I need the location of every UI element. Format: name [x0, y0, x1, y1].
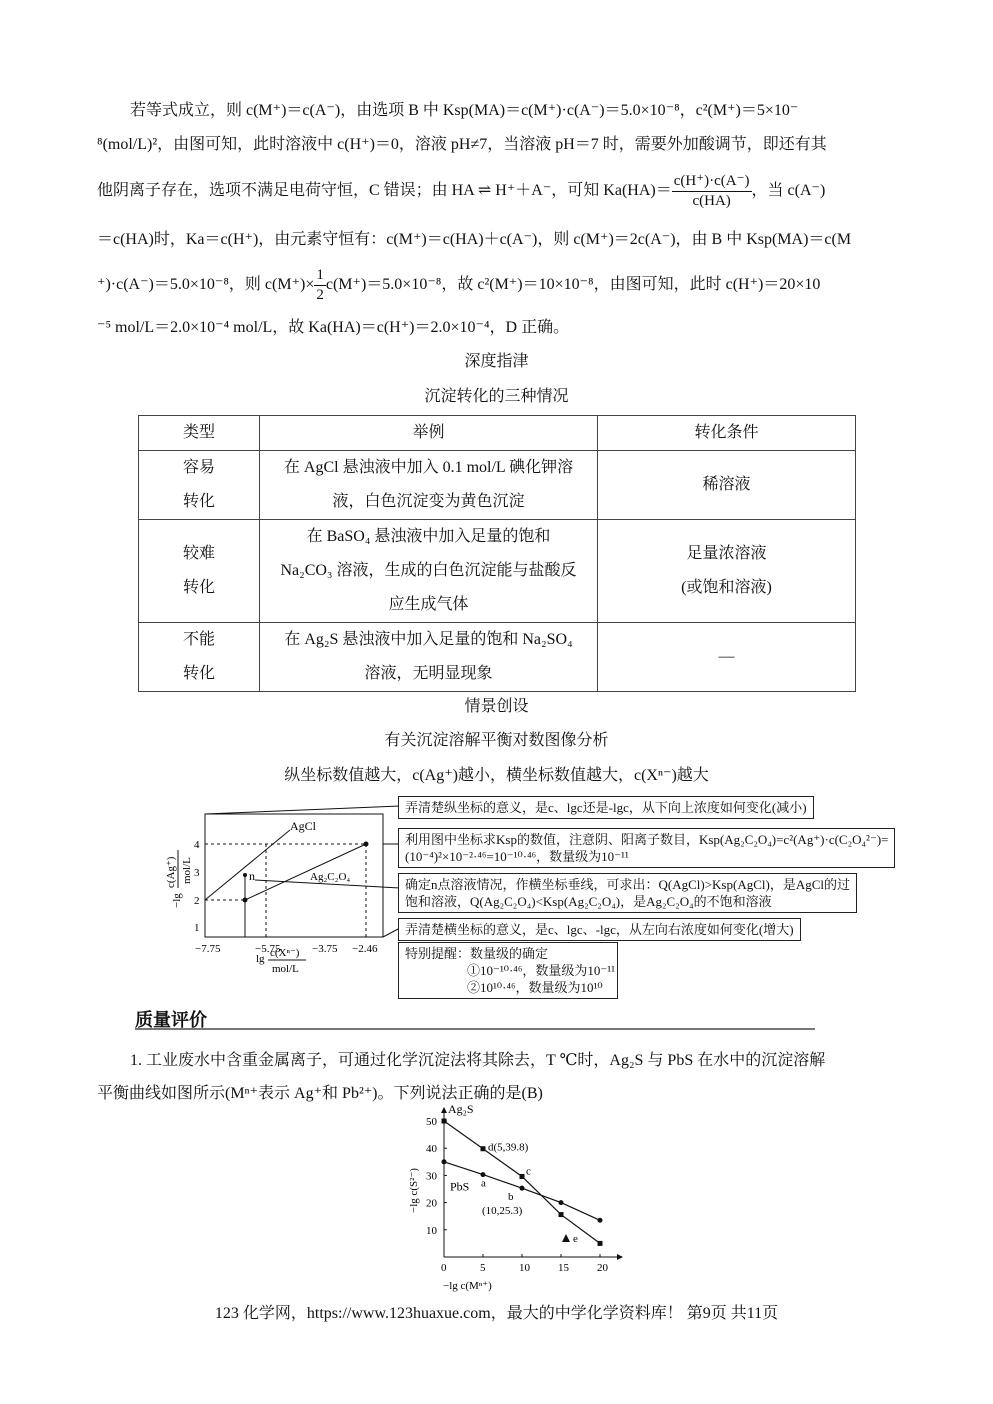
ka-fraction	[672, 172, 752, 211]
table-header-row	[139, 416, 856, 451]
table-cell-example	[260, 520, 598, 623]
data-point	[243, 898, 248, 903]
x-label-top: c(Xⁿ⁻)	[270, 947, 300, 959]
section-note: 纵坐标数值越大，c(Ag⁺)越小，横坐标数值越大，c(Xⁿ⁻)越大	[284, 767, 709, 784]
note-line: 饱和溶液，Q(Ag₂C₂O₄)<Ksp(Ag₂C₂O₄)，是Ag₂C₂O₄的不饱和溶液	[405, 894, 772, 909]
question1-line-1: 1. 工业废水中含重金属离子，可通过化学沉淀法将其除去，T ℃时，Ag₂S 与 PbS 在水中的沉淀溶解	[130, 1052, 826, 1069]
x-label-bottom: mol/L	[272, 963, 299, 975]
series-point-ag2s	[520, 1174, 525, 1179]
ag2c2o4-label: Ag₂C₂O₄	[310, 871, 351, 883]
section-title-guidance: 深度指津	[464, 353, 529, 370]
x-tick: −2.46	[352, 943, 378, 955]
y-tick: 1	[194, 922, 200, 934]
note-box-ksp	[398, 828, 895, 868]
cell-line: 足量浓溶液	[686, 545, 767, 562]
y-tick-label: 40	[426, 1143, 437, 1156]
x-tick-label: 0	[441, 1262, 447, 1274]
cell-line: 溶液，无明显现象	[364, 665, 493, 682]
point-n	[243, 873, 247, 877]
note-line: 确定n点溶液情况，作横坐标垂线，可求出：Q(AgCl)>Ksp(AgCl)，是AgCl的过	[405, 877, 850, 892]
note-box-point-n	[398, 873, 857, 913]
quality-evaluation-header: 质量评价	[135, 1010, 207, 1031]
n-label: n	[249, 869, 255, 883]
table-header: 举例	[260, 416, 598, 451]
table-row	[139, 520, 856, 623]
series-point-pbs	[598, 1218, 603, 1223]
paragraph-line-5-text: ⁺)·c(A⁻)＝5.0×10⁻⁸，则 c(M⁺)×	[97, 276, 315, 294]
y-tick-label: 20	[426, 1197, 437, 1210]
header-rule	[135, 1028, 815, 1030]
y-tick-label: 30	[426, 1170, 437, 1183]
chart-labels	[448, 1105, 578, 1245]
half-fraction-denominator: 2	[316, 287, 324, 303]
table-cell-type	[139, 623, 260, 692]
connector-line	[205, 806, 400, 814]
table-title: 沉淀转化的三种情况	[424, 388, 569, 405]
series-point-ag2s	[598, 1241, 603, 1246]
series-point-pbs	[481, 1172, 486, 1177]
note-box-reminder	[398, 942, 618, 999]
table-cell-condition	[598, 520, 856, 623]
half-fraction-tail: c(M⁺)＝5.0×10⁻⁸，故 c²(M⁺)＝10×10⁻⁸，由图可知，此时 c(H⁺)＝20×10	[325, 276, 821, 294]
ka-fraction-denominator: c(HA)	[692, 193, 731, 209]
x-axis-label: −lg c(Mⁿ⁺)	[443, 1280, 492, 1292]
cell-line: 在 AgCl 悬浊液中加入 0.1 mol/L 碘化钾溶	[283, 459, 574, 476]
chart-ticks	[426, 1116, 609, 1274]
x-tick-label: 20	[597, 1262, 608, 1274]
series-name-pbs: PbS	[450, 1179, 470, 1194]
series-point-ag2s	[442, 1119, 447, 1124]
precipitation-conversion-table	[138, 415, 856, 692]
cell-line: 在 Ag₂S 悬浊液中加入足量的饱和 Na₂SO₄	[284, 631, 573, 648]
table-header: 类型	[139, 416, 260, 451]
paragraph-line-2: ⁸(mol/L)²，由图可知，此时溶液中 c(H⁺)＝0，溶液 pH≠7，当溶液 pH＝7 时，需要外加酸调节，即还有其	[97, 136, 827, 153]
cell-line: Na₂CO₃ 溶液，生成的白色沉淀能与盐酸反	[280, 562, 577, 579]
cell-line: 稀溶液	[702, 476, 751, 493]
cell-line: (或饱和溶液)	[681, 579, 772, 596]
section-title-scenario: 情景创设	[464, 698, 529, 715]
cell-line: —	[718, 648, 735, 665]
x-tick: −3.75	[312, 943, 338, 955]
table-cell-condition	[598, 623, 856, 692]
series-point-pbs	[442, 1159, 447, 1164]
point-label: b	[508, 1191, 514, 1204]
cell-line: 转化	[182, 579, 215, 596]
x-tick-label: 5	[480, 1262, 486, 1274]
y-label-top: c(Ag⁺)	[165, 856, 177, 888]
x-tick: −7.75	[195, 943, 221, 955]
table-row	[139, 623, 856, 692]
cell-line: 较难	[182, 545, 215, 562]
cell-line: 转化	[182, 493, 215, 510]
half-fraction-numerator: 1	[314, 266, 326, 286]
cell-line: 转化	[182, 665, 215, 682]
table-cell-example	[260, 623, 598, 692]
paragraph-line-6: ⁻⁵ mol/L＝2.0×10⁻⁴ mol/L，故 Ka(HA)＝c(H⁺)＝2.0×10⁻⁴，D 正确。	[97, 319, 570, 336]
section-subtitle: 有关沉淀溶解平衡对数图像分析	[384, 732, 609, 749]
table-header: 转化条件	[598, 416, 856, 451]
table-cell-condition	[598, 451, 856, 520]
point-label: c	[526, 1165, 531, 1178]
x-tick: −5.75	[255, 943, 281, 955]
note-line: ②10¹⁰·⁴⁶，数量级为10¹⁰	[467, 980, 603, 995]
note-line: 利用图中坐标求Ksp的数值，注意阴、阳离子数目，Ksp(Ag₂C₂O₄)=c²(Ag⁺)·c(C₂O₄²⁻)=	[405, 832, 889, 847]
y-tick: 2	[194, 895, 200, 907]
x-label-prefix: lg	[256, 953, 265, 965]
paragraph-line-1: 若等式成立，则 c(M⁺)＝c(A⁻)，由选项 B 中 Ksp(MA)＝c(M⁺)·c(A⁻)＝5.0×10⁻⁸，c²(M⁺)＝5×10⁻	[130, 102, 799, 119]
paragraph-line-4: ＝c(HA)时，Ka＝c(H⁺)，由元素守恒有：c(M⁺)＝c(HA)＋c(A⁻)，则 c(M⁺)＝2c(A⁻)，由 B 中 Ksp(MA)＝c(M	[97, 231, 852, 248]
x-axis-arrow	[617, 1254, 623, 1260]
ag2s-pbs-chart	[395, 1105, 635, 1295]
y-axis-label: −lg c(S²⁻)	[408, 1168, 420, 1213]
y-label-bottom: mol/L	[181, 857, 193, 884]
y-axis-arrow	[441, 1107, 447, 1113]
point-e-marker	[562, 1234, 570, 1242]
point-label: a	[481, 1177, 486, 1190]
data-point	[364, 842, 369, 847]
cell-line: 在 BaSO₄ 悬浊液中加入足量的饱和	[306, 528, 551, 545]
paragraph-line-3	[97, 172, 825, 211]
y-tick: 4	[194, 839, 200, 851]
paragraph-line-3-text: 他阴离子存在，选项不满足电荷守恒，C 错误；由 HA ⇌ H⁺＋A⁻，可知 Ka(HA)＝	[97, 182, 672, 200]
table-cell-type	[139, 520, 260, 623]
table-row	[139, 451, 856, 520]
agcl-label: AgCl	[290, 819, 317, 833]
x-tick-label: 15	[558, 1262, 569, 1274]
ka-fraction-numerator: c(H⁺)·c(A⁻)	[672, 172, 752, 192]
half-fraction	[314, 266, 326, 305]
table-cell-type	[139, 451, 260, 520]
note-line: (10⁻⁴)²×10⁻²·⁴⁶=10⁻¹⁰·⁴⁶，数量级为10⁻¹¹	[405, 849, 629, 864]
y-tick-label: 10	[426, 1224, 437, 1237]
series-point-pbs	[520, 1186, 525, 1191]
note-line: ①10⁻¹⁰·⁴⁶，数量级为10⁻¹¹	[467, 963, 616, 978]
table-cell-example	[260, 451, 598, 520]
cell-line: 容易	[182, 459, 215, 476]
note-line: 特别提醒：数量级的确定	[405, 946, 549, 961]
series-point-ag2s	[481, 1146, 486, 1151]
cell-line: 应生成气体	[388, 596, 469, 613]
note-box-x-axis: 弄清楚横坐标的意义，是c、lgc、-lgc，从左向右浓度如何变化(增大)	[398, 918, 801, 941]
cell-line: 不能	[182, 631, 215, 648]
point-label: d(5,39.8)	[488, 1141, 529, 1154]
page-footer: 123 化学网，https://www.123huaxue.com，最大的中学化学资料库！ 第9页 共11页	[214, 1305, 779, 1322]
y-axis-label	[165, 850, 193, 908]
agcl-line	[205, 830, 290, 900]
question1-line-2: 平衡曲线如图所示(Mⁿ⁺表示 Ag⁺和 Pb²⁺)。下列说法正确的是(B)	[97, 1085, 543, 1102]
ka-fraction-tail: ，当 c(A⁻)	[751, 182, 826, 200]
point-label: (10,25.3)	[482, 1205, 523, 1218]
x-tick-label: 10	[519, 1262, 530, 1274]
cell-line: 液，白色沉淀变为黄色沉淀	[332, 493, 525, 510]
series-name-ag2s: Ag₂S	[448, 1105, 474, 1116]
note-box-y-axis: 弄清楚纵坐标的意义，是c、lgc还是-lgc，从下向上浓度如何变化(减小)	[398, 796, 814, 819]
y-label-prefix: −lg	[171, 893, 183, 908]
series-point-ag2s	[559, 1212, 564, 1217]
series-point-pbs	[559, 1200, 564, 1205]
y-tick-label: 50	[426, 1116, 437, 1128]
point-label: e	[573, 1232, 578, 1245]
y-tick: 3	[194, 867, 200, 879]
paragraph-line-5	[97, 266, 820, 305]
